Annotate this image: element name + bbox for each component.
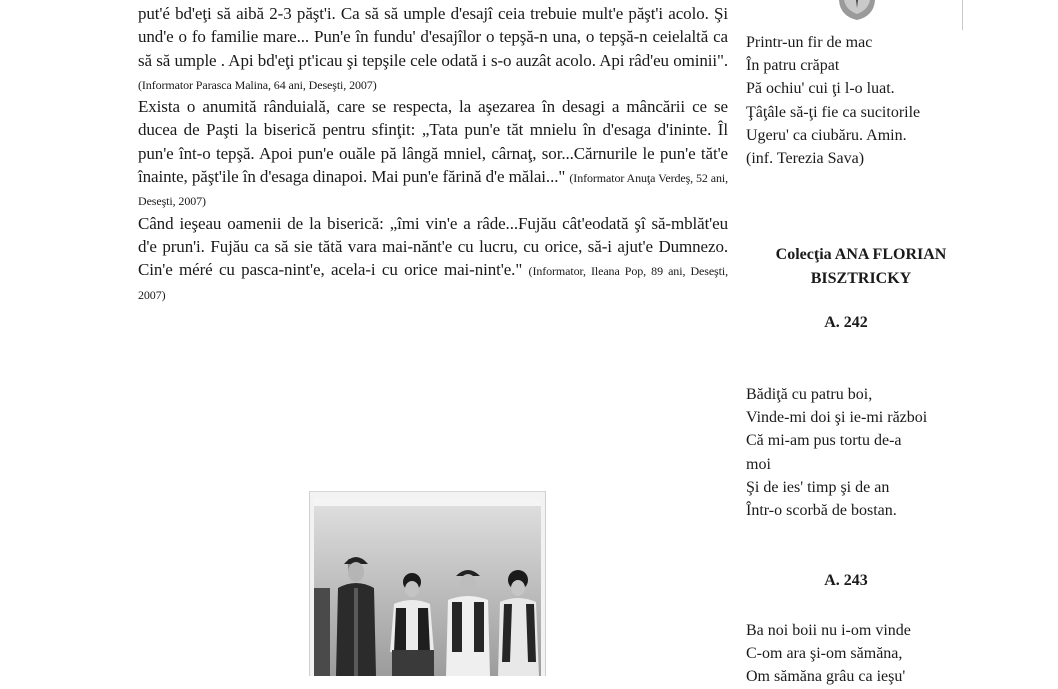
poem-informant: (inf. Terezia Sava) (746, 150, 865, 168)
poem-line: Ugeru' ca ciubăru. Amin. (746, 126, 907, 144)
section-heading-a243: A. 243 (824, 572, 868, 589)
paragraph-3-source: (Informator, Ileana Pop, 89 ani, Deseşti, 2007) (138, 264, 728, 302)
poem-line: Ţâţâle să-ţi fie ca sucitorile (746, 103, 921, 121)
paragraph-1 (138, 2, 728, 95)
poem-line: Că mi-am pus tortu de-a (746, 432, 902, 450)
poem-line: Printr-un fir de mac (746, 34, 873, 51)
collection-heading-line-1: Colecţia ANA FLORIAN (775, 246, 947, 263)
paragraph-3 (138, 212, 728, 305)
collection-heading (746, 243, 976, 291)
poem-line: Om sămăna grâu ca ieşu' (746, 668, 906, 686)
paragraph-1-text: put'é bd'eţi să aibă 2-3 păşt'i. Ca să să umple d'esajî ceia trebuie mult'e păşt'i acolo. Şi und'e o fo familie mare... Pun'e în fundu' d'esajîlor o tepşă-n una, o tepşă-n ceielaltă ca să să umple . Api bd'eţi pt'icau şi tepşile cele odată i s-o auzât acolo. Api râd'eu ominii". (138, 4, 728, 70)
poem-line: Pă ochiu' cui ţi l-o luat. (746, 80, 895, 98)
main-text-column (138, 2, 728, 305)
paragraph-2-source: (Informator Anuţa Verdeş, 52 ani, Deseşti, 2007) (138, 171, 728, 209)
poem-line: Bădiţă cu patru boi, (746, 386, 873, 403)
poem-3 (746, 619, 911, 689)
paragraph-1-source: (Informator Parasca Malina, 64 ani, Deseşti, 2007) (138, 77, 377, 92)
poem-line: În patru crăpat (746, 57, 840, 75)
section-heading-a242: A. 242 (824, 314, 868, 331)
poem-line: Într-o scorbă de bostan. (746, 502, 897, 520)
poem-1 (746, 31, 920, 170)
collection-heading-line-2: BISZTRICKY (810, 270, 912, 287)
poem-2 (746, 383, 927, 522)
poem-line: Vinde-mi doi şi ie-mi război (746, 409, 928, 427)
poem-line: moi (746, 455, 771, 473)
apple-image (836, 0, 878, 22)
poem-line: C-om ara şi-om sămăna, (746, 645, 903, 663)
paragraph-2-text: Exista o anumită rânduială, care se respecta, la aşezarea în desagi a mâncării ce se ducea de Paşti la biserică pentru sfinţit: „Tata pun'e tăt mnielu în d'esaga d'ininte. Îl pun'e înt-o tepşă. Apoi pun'e ouăle pă lângă mniel, cârnaţ, sor...Cărnurile le pun'e tăt'e înainte, păşt'ile în d'esaga dinapoi. Mai pun'e fărină d'e mălai..." (138, 97, 728, 187)
old-photograph (309, 491, 546, 676)
poem-line: Ba noi boii nu i-om vinde (746, 622, 911, 639)
paragraph-3-text: Când ieşeau oamenii de la biserică: „îmi vin'e a râde...Fujău cât'eodată şî să-mblăt'eu d'e prun'i. Fujău ca să sie tătă vara mai-nănt'e cu lucru, cu orice, să-i ajut'e Dumnezo. Cin'e méré cu pasca-nint'e, acela-i cu orice mai-nint'e." (138, 213, 728, 280)
image-edge-divider (962, 0, 963, 30)
poem-line: Şi de ies' timp şi de an (746, 478, 890, 496)
paragraph-2 (138, 95, 728, 211)
